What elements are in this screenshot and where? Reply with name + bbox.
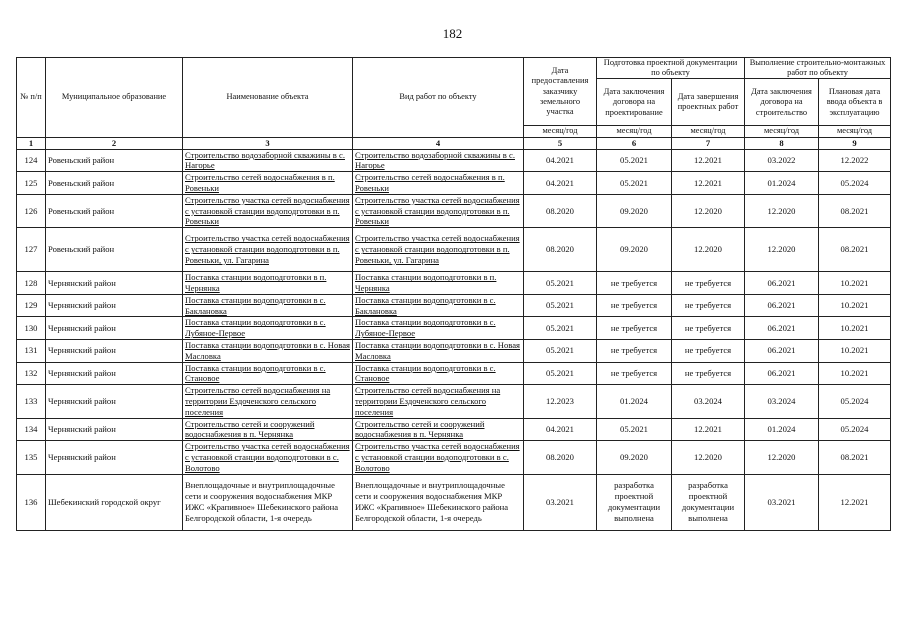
header-object-name: Наименование объекта bbox=[183, 58, 353, 138]
row-number: 131 bbox=[17, 339, 46, 362]
date-provision-cell: 05.2021 bbox=[524, 294, 597, 317]
date-provision-cell: 08.2020 bbox=[524, 194, 597, 227]
date-contract-design-cell: 09.2020 bbox=[597, 194, 672, 227]
work-type-cell: Строительство сетей водоснабжения на территории Ездоченского сельского поселения bbox=[353, 385, 524, 418]
date-contract-construction-cell: 12.2020 bbox=[745, 441, 819, 474]
column-number: 9 bbox=[819, 137, 891, 149]
row-number: 134 bbox=[17, 418, 46, 441]
object-name-cell: Внеплощадочные и внутриплощадочные сети и сооружения водоснабжения МКР ИЖС «Крапивное» Шебекинского района Белгородской области, 1-я очередь bbox=[183, 474, 353, 530]
date-commission-cell: 10.2021 bbox=[819, 272, 891, 295]
table-row bbox=[17, 228, 891, 272]
date-contract-construction-cell: 01.2024 bbox=[745, 418, 819, 441]
object-name-cell: Поставка станции водоподготовки в с. Новая Масловка bbox=[183, 339, 353, 362]
column-number: 3 bbox=[183, 137, 353, 149]
date-provision-cell: 05.2021 bbox=[524, 362, 597, 385]
municipality-cell: Чернянский район bbox=[46, 418, 183, 441]
date-provision-cell: 05.2021 bbox=[524, 339, 597, 362]
column-number: 6 bbox=[597, 137, 672, 149]
date-commission-cell: 08.2021 bbox=[819, 194, 891, 227]
object-name-cell: Строительство сетей водоснабжения в п. Ровеньки bbox=[183, 172, 353, 195]
date-design-end-cell: не требуется bbox=[672, 272, 745, 295]
object-name-cell: Строительство сетей водоснабжения на территории Ездоченского сельского поселения bbox=[183, 385, 353, 418]
header-work-type: Вид работ по объекту bbox=[353, 58, 524, 138]
date-provision-cell: 03.2021 bbox=[524, 474, 597, 530]
date-contract-construction-cell: 06.2021 bbox=[745, 272, 819, 295]
date-provision-cell: 04.2021 bbox=[524, 172, 597, 195]
header-unit: месяц/год bbox=[524, 126, 597, 137]
row-number: 127 bbox=[17, 228, 46, 272]
header-design-group: Подготовка проектной документации по объекту bbox=[597, 58, 745, 79]
work-type-cell: Строительство сетей и сооружений водоснабжения в п. Чернянка bbox=[353, 418, 524, 441]
date-commission-cell: 10.2021 bbox=[819, 317, 891, 340]
date-contract-construction-cell: 01.2024 bbox=[745, 172, 819, 195]
object-name-cell: Поставка станции водоподготовки в п. Чернянка bbox=[183, 272, 353, 295]
date-contract-construction-cell: 06.2021 bbox=[745, 362, 819, 385]
header-date-commission: Плановая дата ввода объекта в эксплуатацию bbox=[819, 79, 891, 126]
object-name-cell: Поставка станции водоподготовки в с. Баклановка bbox=[183, 294, 353, 317]
column-number: 5 bbox=[524, 137, 597, 149]
table-row bbox=[17, 441, 891, 474]
work-type-cell: Строительство участка сетей водоснабжения с установкой станции водоподготовки в п. Ровеньки, ул. Гагарина bbox=[353, 228, 524, 272]
row-number: 136 bbox=[17, 474, 46, 530]
table-row bbox=[17, 418, 891, 441]
date-design-end-cell: 12.2021 bbox=[672, 149, 745, 172]
date-contract-design-cell: разработка проектной документации выполнена bbox=[597, 474, 672, 530]
municipality-cell: Ровеньский район bbox=[46, 149, 183, 172]
date-design-end-cell: 12.2020 bbox=[672, 441, 745, 474]
object-name-cell: Строительство сетей и сооружений водоснабжения в п. Чернянка bbox=[183, 418, 353, 441]
table-row bbox=[17, 317, 891, 340]
date-contract-design-cell: 05.2021 bbox=[597, 149, 672, 172]
object-name-cell: Поставка станции водоподготовки в с. Становое bbox=[183, 362, 353, 385]
date-commission-cell: 08.2021 bbox=[819, 228, 891, 272]
objects-table bbox=[16, 57, 891, 531]
table-row bbox=[17, 272, 891, 295]
object-name-cell: Строительство участка сетей водоснабжения с установкой станции водоподготовки в с. Волотово bbox=[183, 441, 353, 474]
header-unit: месяц/год bbox=[597, 126, 672, 137]
municipality-cell: Чернянский район bbox=[46, 385, 183, 418]
date-design-end-cell: не требуется bbox=[672, 294, 745, 317]
table-row bbox=[17, 172, 891, 195]
date-provision-cell: 05.2021 bbox=[524, 272, 597, 295]
date-design-end-cell: разработка проектной документации выполнена bbox=[672, 474, 745, 530]
date-commission-cell: 10.2021 bbox=[819, 339, 891, 362]
date-contract-design-cell: не требуется bbox=[597, 317, 672, 340]
table-row bbox=[17, 362, 891, 385]
date-contract-design-cell: не требуется bbox=[597, 294, 672, 317]
date-contract-design-cell: не требуется bbox=[597, 272, 672, 295]
date-contract-construction-cell: 03.2022 bbox=[745, 149, 819, 172]
date-provision-cell: 04.2021 bbox=[524, 418, 597, 441]
row-number: 124 bbox=[17, 149, 46, 172]
column-number: 8 bbox=[745, 137, 819, 149]
header-unit: месяц/год bbox=[819, 126, 891, 137]
work-type-cell: Поставка станции водоподготовки в п. Чернянка bbox=[353, 272, 524, 295]
date-provision-cell: 04.2021 bbox=[524, 149, 597, 172]
header-date-contract-design: Дата заключения договора на проектирование bbox=[597, 79, 672, 126]
column-number: 1 bbox=[17, 137, 46, 149]
row-number: 130 bbox=[17, 317, 46, 340]
date-contract-design-cell: не требуется bbox=[597, 339, 672, 362]
date-contract-construction-cell: 06.2021 bbox=[745, 317, 819, 340]
date-commission-cell: 05.2024 bbox=[819, 172, 891, 195]
municipality-cell: Чернянский район bbox=[46, 294, 183, 317]
column-number: 4 bbox=[353, 137, 524, 149]
header-unit: месяц/год bbox=[672, 126, 745, 137]
date-design-end-cell: 12.2020 bbox=[672, 194, 745, 227]
column-number: 7 bbox=[672, 137, 745, 149]
header-date-contract-construction: Дата заключения договора на строительство bbox=[745, 79, 819, 126]
work-type-cell: Поставка станции водоподготовки в с. Лубяное-Первое bbox=[353, 317, 524, 340]
page-number: 182 bbox=[442, 26, 463, 41]
date-provision-cell: 08.2020 bbox=[524, 228, 597, 272]
row-number: 129 bbox=[17, 294, 46, 317]
date-design-end-cell: 12.2021 bbox=[672, 418, 745, 441]
date-commission-cell: 10.2021 bbox=[819, 294, 891, 317]
date-contract-construction-cell: 03.2021 bbox=[745, 474, 819, 530]
row-number: 133 bbox=[17, 385, 46, 418]
row-number: 135 bbox=[17, 441, 46, 474]
date-contract-construction-cell: 12.2020 bbox=[745, 194, 819, 227]
date-contract-design-cell: 05.2021 bbox=[597, 172, 672, 195]
object-name-cell: Строительство участка сетей водоснабжения с установкой станции водоподготовки в п. Ровеньки bbox=[183, 194, 353, 227]
date-provision-cell: 12.2023 bbox=[524, 385, 597, 418]
row-number: 128 bbox=[17, 272, 46, 295]
municipality-cell: Чернянский район bbox=[46, 339, 183, 362]
row-number: 132 bbox=[17, 362, 46, 385]
column-number: 2 bbox=[46, 137, 183, 149]
table-row bbox=[17, 339, 891, 362]
header-date-design-end: Дата завершения проектных работ bbox=[672, 79, 745, 126]
date-provision-cell: 08.2020 bbox=[524, 441, 597, 474]
row-number: 125 bbox=[17, 172, 46, 195]
date-contract-design-cell: 05.2021 bbox=[597, 418, 672, 441]
work-type-cell: Строительство сетей водоснабжения в п. Ровеньки bbox=[353, 172, 524, 195]
date-design-end-cell: не требуется bbox=[672, 317, 745, 340]
date-commission-cell: 10.2021 bbox=[819, 362, 891, 385]
date-contract-construction-cell: 03.2024 bbox=[745, 385, 819, 418]
header-municipality: Муниципальное образование bbox=[46, 58, 183, 138]
table-row bbox=[17, 194, 891, 227]
header-date-provision: Дата предоставления заказчику земельного участка bbox=[524, 58, 597, 126]
work-type-cell: Поставка станции водоподготовки в с. Новая Масловка bbox=[353, 339, 524, 362]
work-type-cell: Поставка станции водоподготовки в с. Баклановка bbox=[353, 294, 524, 317]
municipality-cell: Чернянский район bbox=[46, 317, 183, 340]
header-unit: месяц/год bbox=[745, 126, 819, 137]
work-type-cell: Внеплощадочные и внутриплощадочные сети и сооружения водоснабжения МКР ИЖС «Крапивное» Шебекинского района Белгородской области, 1-я очередь bbox=[353, 474, 524, 530]
date-contract-design-cell: 09.2020 bbox=[597, 441, 672, 474]
date-design-end-cell: 03.2024 bbox=[672, 385, 745, 418]
date-design-end-cell: 12.2021 bbox=[672, 172, 745, 195]
table-row bbox=[17, 294, 891, 317]
date-commission-cell: 08.2021 bbox=[819, 441, 891, 474]
date-design-end-cell: не требуется bbox=[672, 362, 745, 385]
work-type-cell: Поставка станции водоподготовки в с. Становое bbox=[353, 362, 524, 385]
municipality-cell: Ровеньский район bbox=[46, 172, 183, 195]
date-contract-design-cell: не требуется bbox=[597, 362, 672, 385]
municipality-cell: Чернянский район bbox=[46, 272, 183, 295]
table-row bbox=[17, 385, 891, 418]
date-commission-cell: 05.2024 bbox=[819, 385, 891, 418]
municipality-cell: Шебекинский городской округ bbox=[46, 474, 183, 530]
date-contract-design-cell: 01.2024 bbox=[597, 385, 672, 418]
municipality-cell: Ровеньский район bbox=[46, 228, 183, 272]
row-number: 126 bbox=[17, 194, 46, 227]
object-name-cell: Строительство участка сетей водоснабжения с установкой станции водоподготовки в п. Ровеньки, ул. Гагарина bbox=[183, 228, 353, 272]
date-commission-cell: 12.2022 bbox=[819, 149, 891, 172]
date-contract-construction-cell: 06.2021 bbox=[745, 294, 819, 317]
date-contract-design-cell: 09.2020 bbox=[597, 228, 672, 272]
date-contract-construction-cell: 06.2021 bbox=[745, 339, 819, 362]
table-row bbox=[17, 474, 891, 530]
date-commission-cell: 05.2024 bbox=[819, 418, 891, 441]
municipality-cell: Ровеньский район bbox=[46, 194, 183, 227]
work-type-cell: Строительство водозаборной скважины в с. Нагорье bbox=[353, 149, 524, 172]
header-num: № п/п bbox=[17, 58, 46, 138]
work-type-cell: Строительство участка сетей водоснабжения с установкой станции водоподготовки в п. Ровеньки bbox=[353, 194, 524, 227]
object-name-cell: Строительство водозаборной скважины в с. Нагорье bbox=[183, 149, 353, 172]
date-design-end-cell: 12.2020 bbox=[672, 228, 745, 272]
date-provision-cell: 05.2021 bbox=[524, 317, 597, 340]
header-construction-group: Выполнение строительно-монтажных работ по объекту bbox=[745, 58, 891, 79]
object-name-cell: Поставка станции водоподготовки в с. Лубяное-Первое bbox=[183, 317, 353, 340]
date-commission-cell: 12.2021 bbox=[819, 474, 891, 530]
table-row bbox=[17, 149, 891, 172]
municipality-cell: Чернянский район bbox=[46, 362, 183, 385]
date-contract-construction-cell: 12.2020 bbox=[745, 228, 819, 272]
work-type-cell: Строительство участка сетей водоснабжения с установкой станции водоподготовки в с. Волотово bbox=[353, 441, 524, 474]
municipality-cell: Чернянский район bbox=[46, 441, 183, 474]
date-design-end-cell: не требуется bbox=[672, 339, 745, 362]
